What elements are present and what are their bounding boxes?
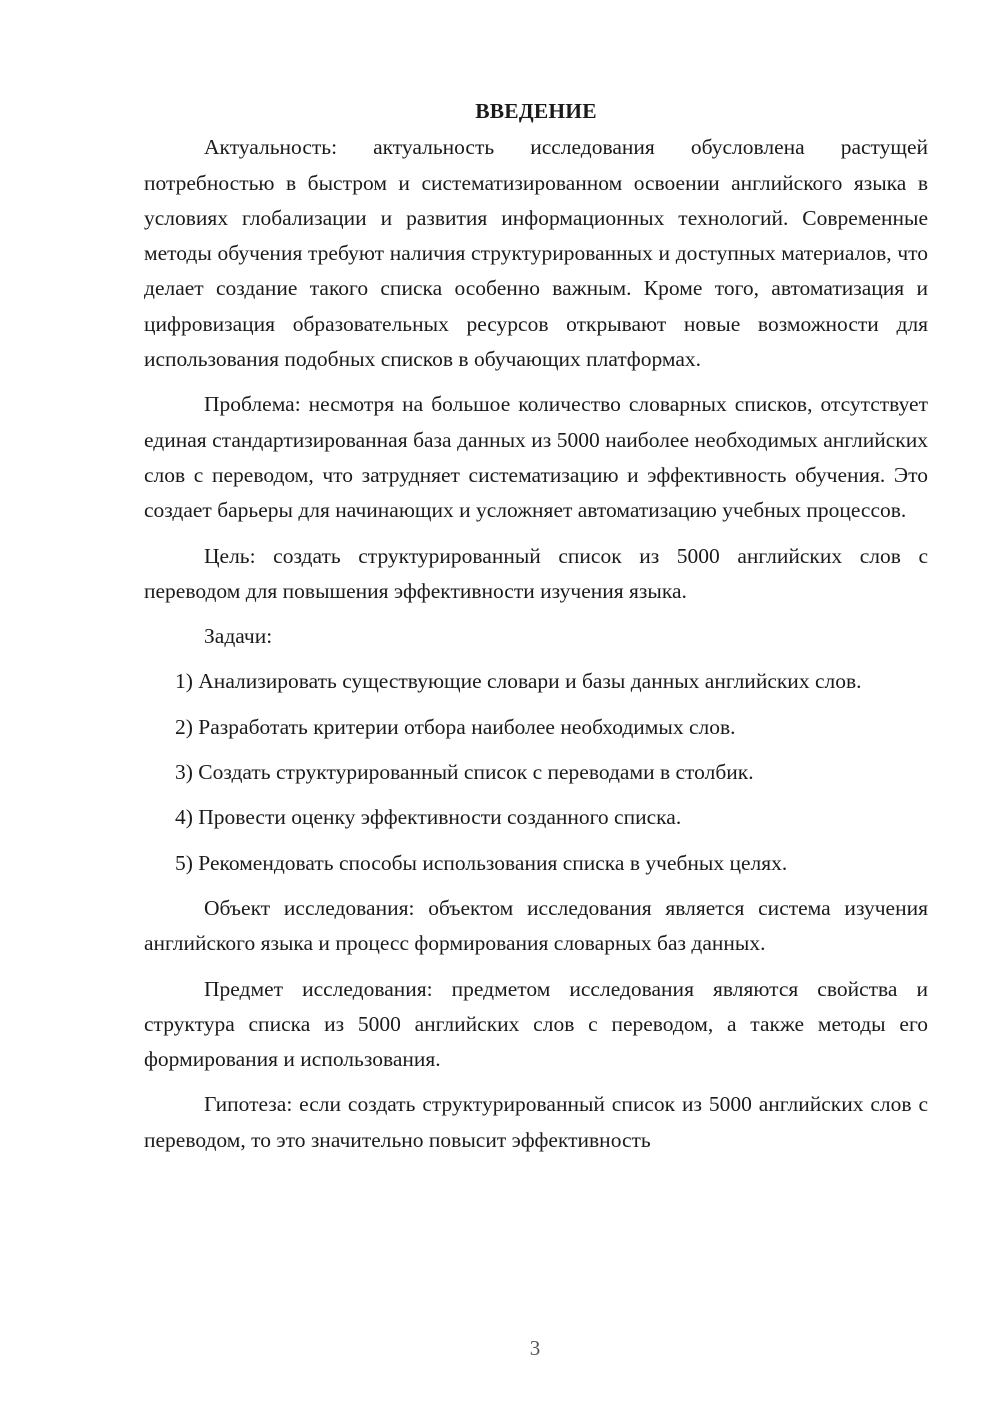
task-item-2: 2) Разработать критерии отбора наиболее необходимых слов. [175,714,736,739]
task-item-1: 1) Анализировать существующие словари и базы данных английских слов. [175,669,862,694]
task-item-3: 3) Создать структурированный список с переводами в столбик. [175,760,754,785]
page-content [144,94,928,1168]
task-item-4: 4) Провести оценку эффективности созданного списка. [175,805,682,830]
page-number: 3 [529,1336,541,1360]
paragraph-relevance: Актуальность: актуальность исследования обусловлена растущей потребностью в быстром и систематизированном освоении английского языка в условиях глобализации и развития информационных технологий. Современные методы обучения требуют наличия структурированных и доступных материалов, что делает создание такого списка особенно важным. Кроме того, автоматизация и цифровизация образовательных ресурсов открывают новые возможности для использования подобных списков в обучающих платформах. [144,135,928,372]
task-item-5: 5) Рекомендовать способы использования списка в учебных целях. [175,850,788,875]
paragraph-object: Объект исследования: объектом исследования является система изучения английского языка и процесс формирования словарных баз данных. [144,895,928,956]
tasks-heading: Задачи: [204,624,273,649]
paragraph-hypothesis: Гипотеза: если создать структурированный список из 5000 английских слов с переводом, то это значительно повысит эффективность [144,1092,928,1152]
paragraph-problem: Проблема: несмотря на большое количество словарных списков, отсутствует единая стандартизированная база данных из 5000 наиболее необходимых английских слов с переводом, что затрудняет систематизацию и эффективность обучения. Это создает барьеры для начинающих и усложняет автоматизацию учебных процессов. [144,392,928,523]
paragraph-subject: Предмет исследования: предметом исследования являются свойства и структура списка из 5000 английских слов с переводом, а также методы его формирования и использования. [144,976,928,1072]
paragraph-goal: Цель: создать структурированный список из 5000 английских слов с переводом для повышения эффективности изучения языка. [144,543,928,603]
section-title: ВВЕДЕНИЕ [475,99,597,123]
